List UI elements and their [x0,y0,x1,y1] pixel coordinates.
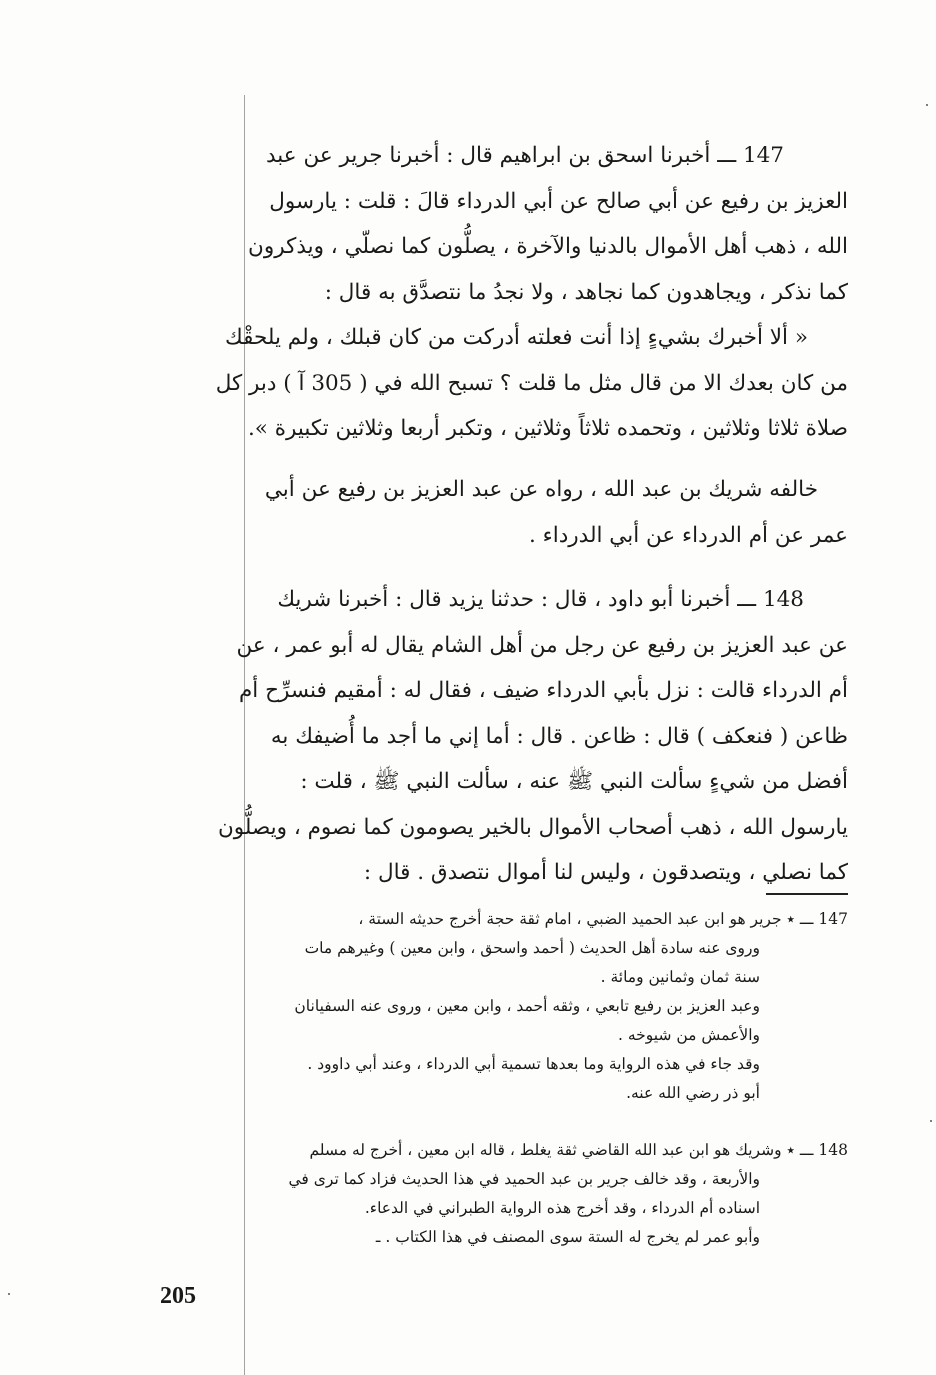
footnote-148 [158,1136,848,1252]
scan-speck [926,104,928,106]
hadith-147-line: 147 ـــ أخبرنا اسحق بن ابراهيم قال : أخبرنا جرير عن عبد [266,143,784,168]
hadith-148-line: أم الدرداء قالت : نزل بأبي الدرداء ضيف ، فقال له : أمقيم فنسرِّح أم [238,678,848,703]
hadith-147-quote-line: من كان بعدك الا من قال مثل ما قلت ؟ تسبح الله في ( 305 آ ) دبر كل [215,370,848,396]
footnote-line: وقد جاء في هذه الرواية وما بعدها تسمية أبي الدرداء ، وعند أبي داوود . [307,1055,760,1073]
hadith-148-line: كما نصلي ، ويتصدقون ، وليس لنا أموال نتصدق . قال : [363,860,848,885]
scan-speck [930,1120,932,1122]
commentary-line: عمر عن أم الدرداء عن أبي الدرداء . [528,522,848,548]
hadith-147-line: العزيز بن رفيع عن أبي صالح عن أبي الدرداء قالَ : قلت : يارسول [269,188,848,214]
footnote-147 [158,905,848,1108]
footnote-line: وعبد العزيز بن رفيع تابعي ، وثقه أحمد ، وابن معين ، وروى عنه السفيانان [294,997,760,1015]
footnote-line: وروى عنه سادة أهل الحديث ( أحمد واسحق ، وابن معين ) وغيرهم مات [304,939,760,957]
footnote-line: سنة ثمان وثمانين ومائة . [600,968,760,986]
footnote-line: 148 ـــ ٭ وشريك هو ابن عبد الله القاضي ثقة يغلط ، قاله ابن معين ، أخرج له مسلم [309,1141,848,1159]
hadith-147-commentary [158,467,848,558]
hadith-148-text [158,577,848,896]
footnote-line: والأعمش من شيوخه . [618,1026,760,1044]
footnote-line: وأبو عمر لم يخرج له الستة سوى المصنف في هذا الكتاب . ـ [375,1228,760,1246]
hadith-148-line: أفضل من شيءٍ سألت النبي ﷺ عنه ، سألت النبي ﷺ ، قلت : [300,769,848,794]
hadith-148-line: ظاعن ( فنعكف ) قال : ظاعن . قال : أما إني ما أجد ما أُضيفك به [270,723,848,749]
footnote-line: والأربعة ، وقد خالف جرير بن عبد الحميد في هذا الحديث فزاد كما ترى في [288,1170,760,1188]
hadith-147-quote-line: « ألا أخبرك بشيءٍ إذا أنت فعلته أدركت من كان قبلك ، ولم يلحقْك [224,325,808,350]
hadith-147-text [158,133,848,452]
hadith-148-line: 148 ـــ أخبرنا أبو داود ، قال : حدثنا يزيد قال : أخبرنا شريك [277,587,804,612]
hadith-148-line: عن عبد العزيز بن رفيع عن رجل من أهل الشام يقال له أبو عمر ، عن [236,632,848,658]
hadith-147-line: كما نذكر ، ويجاهدون كما نجاهد ، ولا نجدُ ما نتصدَّق به قال : [324,279,848,305]
page-number: 205 [160,1283,196,1309]
hadith-147-line: الله ، ذهب أهل الأموال بالدنيا والآخرة ، يصلُّون كما نصلّي ، ويذكرون [248,234,848,259]
footnote-separator [766,893,848,895]
footnote-line: أبو ذر رضي الله عنه. [626,1084,760,1102]
footnote-line: اسناده أم الدرداء ، وقد أخرج هذه الرواية الطبراني في الدعاء. [364,1199,760,1217]
scan-speck [8,1293,10,1295]
hadith-147-quote-line: صلاة ثلاثا وثلاثين ، وتحمده ثلاثاً وثلاثين ، وتكبر أربعا وثلاثين تكبيرة ». [247,416,848,441]
hadith-148-line: يارسول الله ، ذهب أصحاب الأموال بالخير يصومون كما نصوم ، ويصلُّون [217,814,848,840]
commentary-line: خالفه شريك بن عبد الله ، رواه عن عبد العزيز بن رفيع عن أبي [264,477,818,502]
footnote-line: 147 ـــ ٭ جرير هو ابن عبد الحميد الضبي ، امام ثقة حجة أخرج حديثه الستة ، [358,910,848,928]
